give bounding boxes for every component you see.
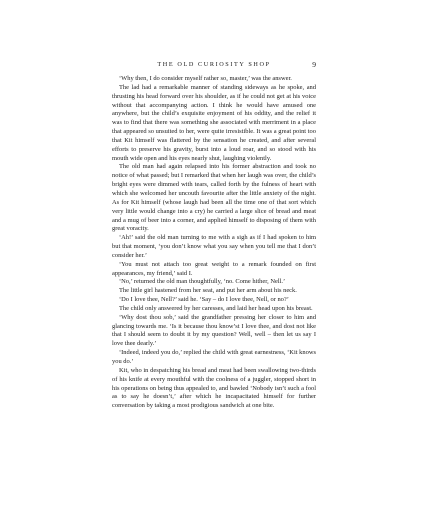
paragraph: ‘Why dost thou sob,’ said the grandfather pressing her closer to him and glancing towards me. ‘Is it because thou know’st I love thee, and dost not like that I should seem to doubt it by my question? Well, well – then let us say I love thee dearly.’ [112, 313, 316, 348]
paragraph: ‘Ah!’ said the old man turning to me with a sigh as if I had spoken to him but that moment, ‘you don’t know what you say when you tell me that I don’t consider her.’ [112, 234, 316, 259]
paragraph: ‘Why then, I do consider myself rather so, master,’ was the answer. [119, 75, 292, 82]
paragraph: ‘Do I love thee, Nell?’ said he. ‘Say – do I love thee, Nell, or no?’ [119, 296, 289, 304]
paragraph: The child only answered by her caresses, and laid her head upon his breast. [119, 304, 313, 312]
page-number: 9 [312, 60, 316, 69]
paragraph: ‘No,’ returned the old man thoughtfully, ‘no. Come hither, Nell.’ [119, 278, 286, 286]
paragraph: The lad had a remarkable manner of standing sideways as he spoke, and thrusting his head forward over his shoulder, as if he could not get at his voice without that accompanying action. I think he would have amused one anywhere, but the child’s exquisite enjoyment of his oddity, and the relief it was to find that there was something she associated with merriment in a place that appeared so unsuited to her, were quite irresistible. It was a great point too that Kit himself was flattered by the sensation he created, and after several efforts to preserve his gravity, burst into a loud roar, and so stood with his mouth wide open and his eyes nearly shut, laughing violently. [112, 83, 316, 162]
paragraph: Kit, who in despatching his bread and meat had been swallowing two-thirds of his knife at every mouthful with the coolness of a juggler, stopped short in his operations on being thus appealed to, and bawled ‘Nobody isn’t such a fool as to say he doesn’t,’ after which he incapacitated himself for further conversation by taking a most prodigious sandwich at one bite. [112, 366, 316, 410]
body-text [112, 75, 316, 411]
running-head [112, 60, 316, 72]
running-title: THE OLD CURIOSITY SHOP [157, 61, 271, 68]
paragraph: The little girl hastened from her seat, and put her arm about his neck. [119, 287, 297, 295]
paragraph: The old man had again relapsed into his former abstraction and took no notice of what passed; but I remarked that when her laugh was over, the child’s bright eyes were dimmed with tears, called forth by the fulness of heart with which she welcomed her uncouth favourite after the little anxiety of the night. As for Kit himself (whose laugh had been all the time one of that sort which very little would change into a cry) he carried a large slice of bread and meat and a mug of beer into a corner, and applied himself to disposing of them with great voracity. [112, 163, 316, 233]
paragraph: ‘Indeed, indeed you do,’ replied the child with great earnestness, ‘Kit knows you do.’ [112, 349, 316, 365]
paragraph: ‘You must not attach too great weight to a remark founded on first appearances, my friend,’ said I. [112, 260, 316, 277]
